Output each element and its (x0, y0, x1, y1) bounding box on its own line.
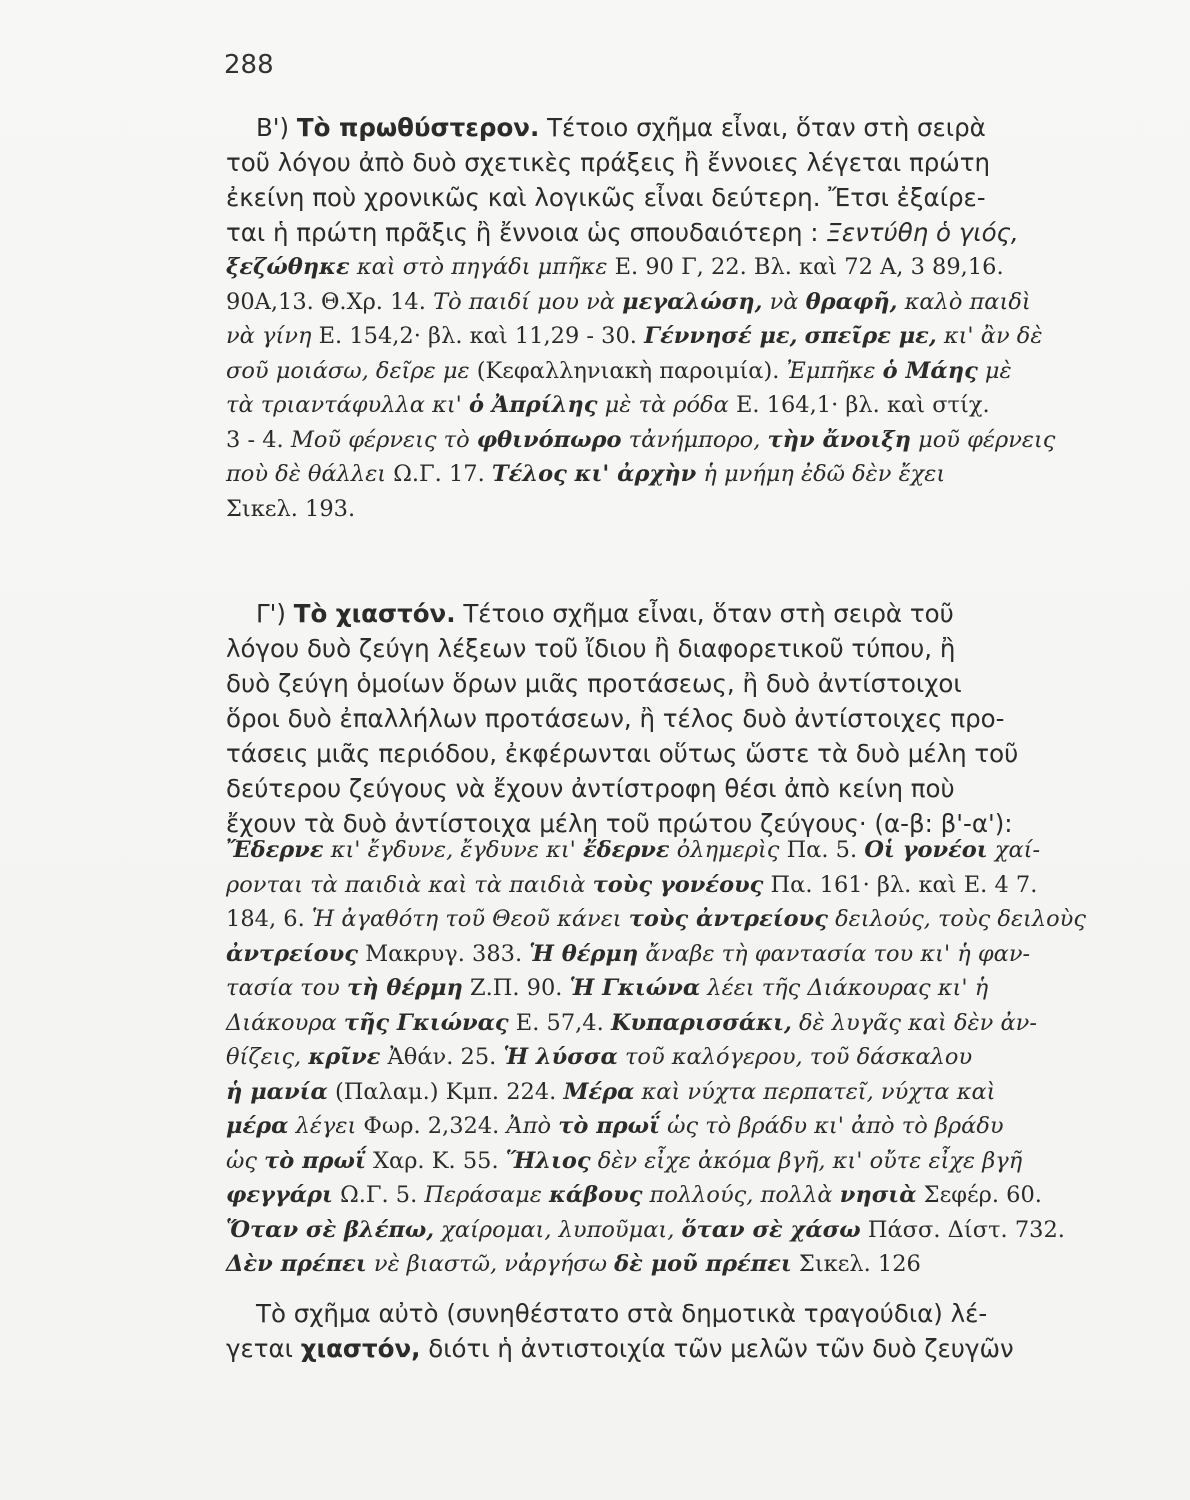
text-segment: δὲ μοῦ πρέπει (614, 1251, 792, 1277)
text-segment: ὅταν σὲ χάσω (681, 1216, 861, 1243)
text-segment: μοῦ φέρνεις (910, 426, 1056, 453)
text-line (226, 1109, 1086, 1144)
text-line (226, 180, 1086, 215)
text-segment: Τὸ σχῆμα αὐτὸ (συνηθέστατο στὰ δημοτικὰ τραγούδια) λέ- (256, 1299, 988, 1328)
text-segment: δυὸ ζεύγη ὁμοίων ὅρων μιᾶς προτάσεως, ἢ δυὸ ἀντίστοιχοι (226, 669, 962, 698)
text-segment: Τέλος κι' ἀρχὴν (491, 461, 697, 487)
text-line (226, 457, 1086, 492)
text-segment: τῆς Γκιώνας (343, 1009, 509, 1036)
text-segment: Ε. 57,4. (508, 1009, 611, 1036)
text-segment: ὁ Ἀπρίλης (469, 392, 598, 418)
text-segment: γεται (226, 1334, 301, 1363)
text-line (226, 1296, 1086, 1331)
text-segment: ξεζώθηκε (226, 254, 350, 280)
text-segment: κρῖνε (308, 1044, 381, 1070)
text-segment: ἀντρείους (226, 940, 358, 967)
text-segment: κι' ἔγδυνε, ἔγδυνε κι' (323, 837, 583, 863)
text-segment: Ἡ λύσσα (503, 1044, 618, 1070)
text-line (226, 1144, 1086, 1179)
section-b-intro (226, 110, 1086, 250)
text-line (226, 110, 1086, 145)
text-line (226, 902, 1086, 937)
text-segment: Ἡ ἀγαθότη τοῦ Θεοῦ κάνει (311, 906, 629, 932)
text-segment: (Κεφαλληνιακὴ παροιμία). (476, 357, 787, 384)
section-c-intro (226, 596, 1086, 841)
text-segment: ἡ μανία (226, 1078, 328, 1105)
text-line (226, 666, 1086, 701)
text-segment: τὸ πρωΐ (558, 1113, 660, 1139)
text-segment: Κυπαρισσάκι, (610, 1009, 792, 1036)
text-segment: κάβους (548, 1182, 643, 1208)
text-line (226, 492, 1086, 527)
text-line (226, 701, 1086, 736)
text-segment: Ἀπὸ (506, 1113, 559, 1139)
text-segment: ὡς τὸ βράδυ κι' ἀπὸ τὸ βράδυ (659, 1113, 1004, 1139)
text-segment: τὰ τριαντάφυλλα κι' (226, 392, 470, 418)
text-segment: Ω.Γ. 5. (332, 1182, 425, 1208)
text-segment: Πα. 161· βλ. καὶ Ε. 4 7. (763, 871, 1038, 898)
text-line (226, 145, 1086, 180)
text-segment: Τέτοιο σχῆμα εἶναι, ὅταν στὴ σειρὰ τοῦ (455, 599, 954, 628)
text-segment (797, 323, 804, 349)
text-segment: ἡ μνήμη ἐδῶ δὲν ἔχει (696, 461, 946, 487)
text-line (226, 354, 1086, 389)
text-segment: Σεφέρ. 60. (916, 1182, 1042, 1208)
text-segment: μεγαλώση, (622, 288, 763, 315)
text-segment: λόγου δυὸ ζεύγη λέξεων τοῦ ἴδιου ἢ διαφορετικοῦ τύπου, ἢ (226, 634, 956, 663)
text-segment: θίζεις, (226, 1044, 309, 1070)
text-segment: Δὲν πρέπει (226, 1251, 367, 1277)
text-segment: Σικελ. 126 (791, 1251, 921, 1277)
text-segment: Χαρ. Κ. 55. (365, 1147, 506, 1174)
text-segment: Διάκουρα (226, 1009, 344, 1036)
text-segment: Ω.Γ. 17. (393, 461, 492, 487)
text-segment: τοὺς ἀντρείους (628, 906, 828, 932)
text-segment: καλὸ παιδὶ (897, 288, 1031, 315)
text-line (226, 1040, 1086, 1075)
text-segment: 90Α,13. Θ.Χρ. 14. (226, 288, 434, 315)
text-segment: νὰ (762, 288, 806, 315)
text-line (226, 1075, 1086, 1110)
text-segment: Ζ.Π. 90. (462, 975, 570, 1001)
text-segment: θραφῆ, (805, 288, 898, 315)
text-segment: ὁ Μάης (882, 357, 978, 384)
text-segment: φθινόπωρο (476, 426, 622, 453)
text-segment: Πάσσ. Δίστ. 732. (860, 1216, 1065, 1243)
text-segment: ἔχουν τὰ δυὸ ἀντίστοιχα μέλη τοῦ πρώτου ζεύγους· (α-β: β'-α'): (226, 809, 1013, 838)
text-segment: ρονται τὰ παιδιὰ καὶ τὰ παιδιὰ (226, 871, 593, 898)
text-segment: μέρα (226, 1113, 289, 1139)
text-segment: πολλούς, πολλὰ (642, 1182, 840, 1208)
text-segment: Φωρ. 2,324. (363, 1113, 507, 1139)
text-segment: χιαστόν, (300, 1334, 421, 1363)
text-segment: Ἡ θέρμη (529, 940, 639, 967)
text-segment: τἀνήμπορο, (621, 426, 768, 453)
text-line (226, 971, 1086, 1006)
text-segment: δεύτερου ζεύγους νὰ ἔχουν ἀντίστροφη θέσι ἀπὸ κείνη ποὺ (226, 774, 955, 803)
text-segment: ὀλημερὶς (669, 837, 787, 863)
text-segment: ἄναβε τὴ φαντασία του κι' ἡ φαν- (638, 940, 1031, 967)
text-line (226, 1178, 1086, 1213)
text-segment: δὲν εἶχε ἀκόμα βγῆ, κι' οὔτε εἶχε βγῆ (590, 1147, 1023, 1174)
text-line (226, 388, 1086, 423)
text-line (226, 250, 1086, 285)
text-segment: Τὸ χιαστόν. (293, 599, 456, 628)
text-segment: ται ἡ πρώτη πρᾶξις ἢ ἔννοια ὡς σπουδαιότερη : (226, 218, 827, 247)
text-segment: δειλούς, τοὺς δειλοὺς (827, 906, 1086, 932)
text-segment: Τὸ παιδί μου νὰ (433, 288, 623, 315)
text-line (226, 1247, 1086, 1282)
text-line (226, 215, 1086, 250)
text-segment: τάσεις μιᾶς περιόδου, ἐκφέρωνται οὕτως ὥστε τὰ δυὸ μέλη τοῦ (226, 739, 1019, 768)
text-segment: μὲ (977, 357, 1012, 384)
text-segment: Γέννησέ με, (644, 323, 798, 349)
text-line (226, 1331, 1086, 1366)
text-segment: μὲ τὰ ρόδα (597, 392, 736, 418)
text-segment: καὶ νύχτα περπατεῖ, νύχτα καὶ (634, 1078, 996, 1105)
text-line (226, 1006, 1086, 1041)
text-segment: τοῦ καλόγερου, τοῦ δάσκαλου (617, 1044, 973, 1070)
text-line (226, 833, 1086, 868)
text-segment: 3 - 4. (226, 426, 291, 453)
text-segment: χαί- (987, 837, 1041, 863)
text-segment: διότι ἡ ἀντιστοιχία τῶν μελῶν τῶν δυὸ ζευγῶν (420, 1334, 1014, 1363)
text-segment: Ἐμπῆκε (786, 357, 883, 384)
text-line (226, 631, 1086, 666)
text-segment: Πα. 5. (786, 837, 865, 863)
text-line (226, 1213, 1086, 1248)
text-line (226, 771, 1086, 806)
text-segment: Ἔδερνε (226, 837, 324, 863)
text-line (226, 736, 1086, 771)
text-segment: Ἥλιος (505, 1147, 591, 1174)
section-c-examples (226, 833, 1086, 1282)
text-segment: σπεῖρε με, (804, 323, 937, 349)
text-segment: ἔδερνε (582, 837, 670, 863)
text-segment: νὰ γίνη (226, 323, 319, 349)
text-segment: νὲ βιαστῶ, νἀργήσω (366, 1251, 615, 1277)
text-segment: ὡς (226, 1147, 265, 1174)
text-line (226, 596, 1086, 631)
text-segment: ἐκείνη ποὺ χρονικῶς καὶ λογικῶς εἶναι δεύτερη. Ἔτσι ἐξαίρε- (226, 183, 986, 212)
text-line (226, 319, 1086, 354)
text-segment: Σικελ. 193. (226, 495, 356, 522)
text-segment: Οἱ γονέοι (864, 837, 988, 863)
text-segment: τὴν ἄνοιξη (767, 426, 911, 453)
text-segment: τὸ πρωΐ (264, 1147, 366, 1174)
text-segment: Ε. 90 Γ, 22. Βλ. καὶ 72 Α, 3 89,16. (614, 254, 1004, 280)
text-line (226, 868, 1086, 903)
text-segment: Μέρα (563, 1078, 635, 1105)
text-segment: δὲ λυγᾶς καὶ δὲν ἀν- (791, 1009, 1037, 1036)
text-segment: ὅροι δυὸ ἐπαλλήλων προτάσεων, ἢ τέλος δυὸ ἀντίστοιχες προ- (226, 704, 1005, 733)
text-segment: καὶ στὸ πηγάδι μπῆκε (349, 254, 615, 280)
text-line (226, 937, 1086, 972)
text-segment: ποὺ δὲ θάλλει (226, 461, 394, 487)
text-segment: χαίρομαι, λυποῦμαι, (434, 1216, 682, 1243)
text-segment: Ξεντύθη ὁ γιός, (826, 218, 1019, 247)
text-segment: τοῦ λόγου ἀπὸ δυὸ σχετικὲς πράξεις ἢ ἔννοιες λέγεται πρώτη (226, 148, 991, 177)
text-segment: Β') (256, 113, 297, 142)
text-segment: φεγγάρι (226, 1182, 333, 1208)
text-segment: λέγει (288, 1113, 364, 1139)
text-segment: τασία του (226, 975, 347, 1001)
text-segment: Ε. 154,2· βλ. καὶ 11,29 - 30. (318, 323, 645, 349)
text-segment: λέει τῆς Διάκουρας κι' ἡ (700, 975, 989, 1001)
text-line (226, 423, 1086, 458)
text-segment: νησιὰ (839, 1182, 917, 1208)
text-segment: Γ') (256, 599, 294, 628)
text-segment: Τὸ πρωθύστερον. (296, 113, 540, 142)
text-line (226, 285, 1086, 320)
text-segment: σοῦ μοιάσω, δεῖρε με (226, 357, 477, 384)
text-segment: Ε. 164,1· βλ. καὶ στίχ. (735, 392, 990, 418)
section-d-paragraph (226, 1296, 1086, 1366)
text-segment: Τέτοιο σχῆμα εἶναι, ὅταν στὴ σειρὰ (539, 113, 986, 142)
text-segment: (Παλαμ.) Κμπ. 224. (327, 1078, 564, 1105)
text-segment: Ἡ Γκιώνα (569, 975, 701, 1001)
text-segment: Ἀθάν. 25. (380, 1044, 504, 1070)
text-segment: τοὺς γονέους (592, 871, 764, 898)
text-segment: Ὅταν σὲ βλέπω, (226, 1216, 435, 1243)
text-segment: Μοῦ φέρνεις τὸ (290, 426, 477, 453)
text-segment: Περάσαμε (424, 1182, 549, 1208)
text-segment: κι' ἂν δὲ (936, 323, 1043, 349)
text-segment: 184, 6. (226, 906, 312, 932)
text-segment: Μακρυγ. 383. (357, 940, 530, 967)
section-b-examples (226, 250, 1086, 526)
text-segment: τὴ θέρμη (347, 975, 463, 1001)
page-number: 288 (224, 50, 274, 80)
